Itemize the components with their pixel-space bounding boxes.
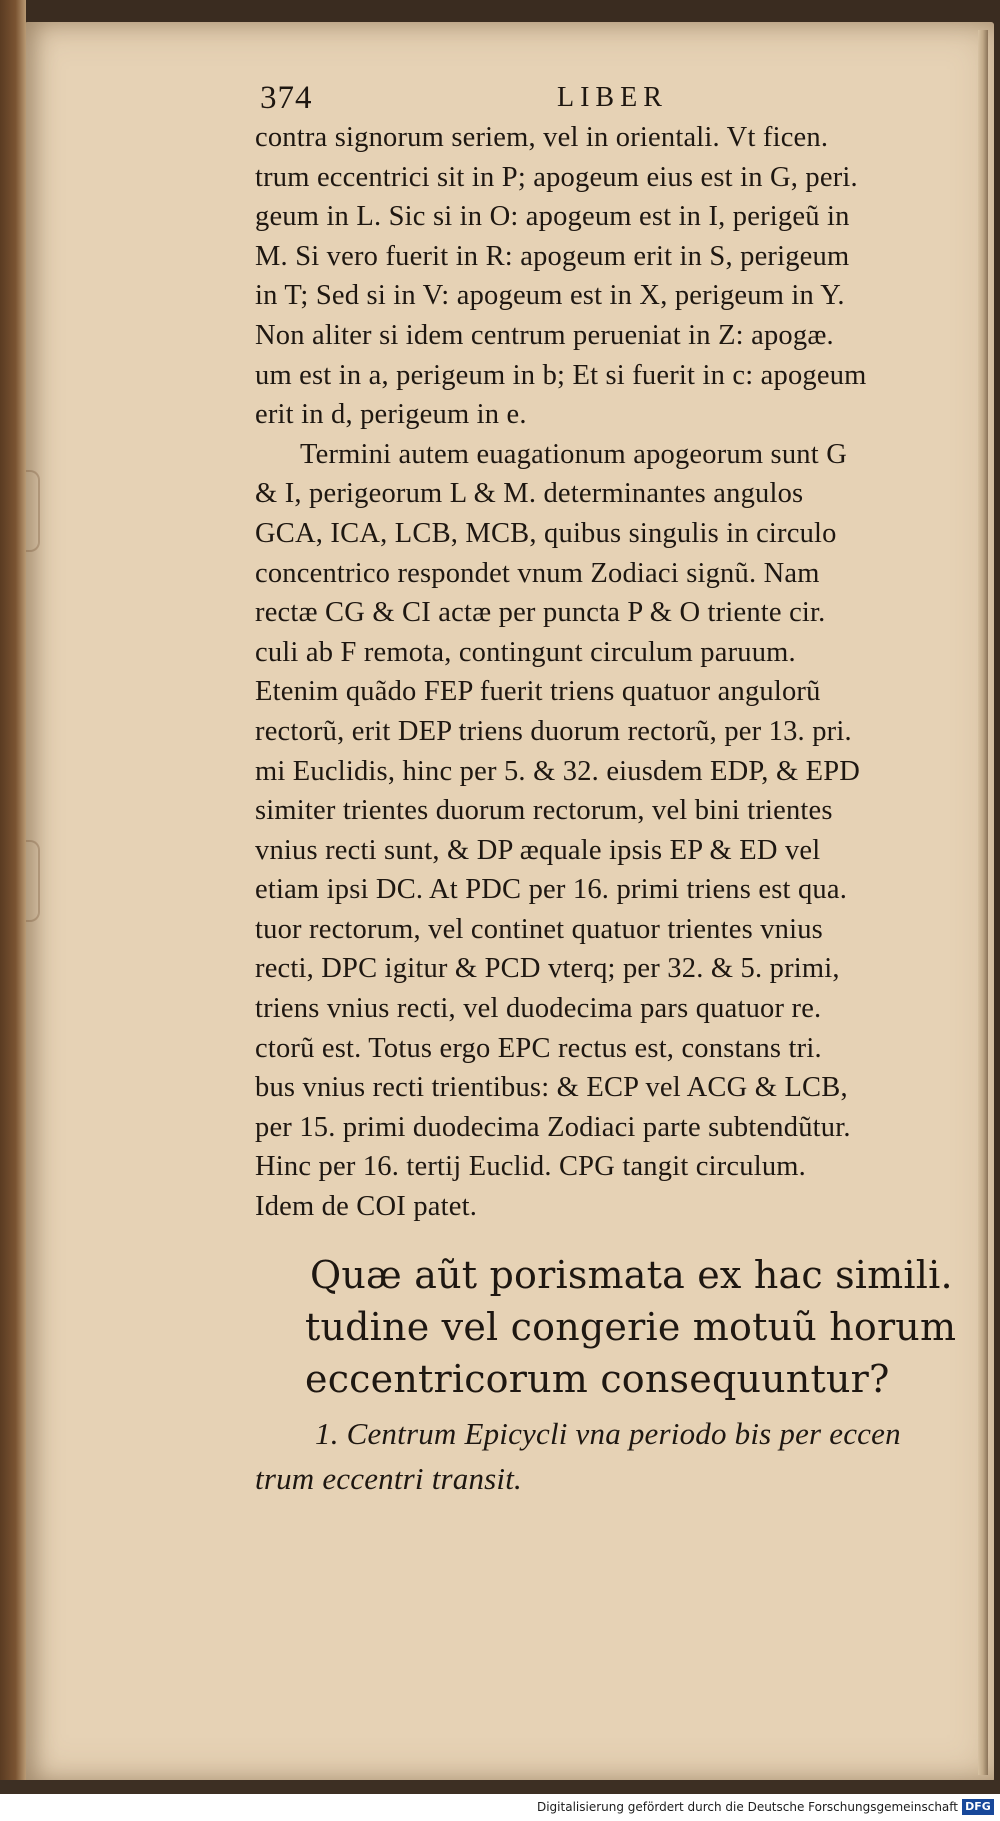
heading-line: eccentricorum consequuntur? — [305, 1356, 890, 1401]
text-line: triens vnius recti, vel duodecima pars quatuor re. — [255, 993, 822, 1025]
section-heading — [255, 1249, 990, 1405]
text-line: contra signorum seriem, vel in orientali. Vt ficen. — [255, 122, 829, 153]
page-text — [255, 72, 990, 1501]
text-line: per 15. primi duodecima Zodiaci parte subtendũtur. — [255, 1111, 851, 1143]
text-line: concentrico respondet vnum Zodiaci signũ. Nam — [255, 557, 820, 589]
running-head: LIBER — [557, 82, 668, 113]
text-line: simiter trientes duorum rectorum, vel bini trientes — [255, 795, 833, 827]
text-line: Idem de COI patet. — [255, 1191, 478, 1223]
text-line: Etenim quãdo FEP fuerit triens quatuor angulorũ — [255, 676, 821, 708]
text-line: geum in L. Sic si in O: apogeum est in I, perigeũ in — [255, 201, 850, 233]
page-notch — [26, 470, 40, 552]
text-line: & I, perigeorum L & M. determinantes angulos — [255, 478, 804, 510]
text-line: mi Euclidis, hinc per 5. & 32. eiusdem EDP, & EPD — [255, 755, 861, 787]
proposition — [255, 1411, 990, 1501]
text-line: M. Si vero fuerit in R: apogeum erit in S, perigeum — [255, 240, 850, 272]
page-header — [255, 72, 990, 118]
text-line: in T; Sed si in V: apogeum est in X, perigeum in Y. — [255, 280, 845, 312]
heading-line: Quæ aũt porismata ex hac simili. — [310, 1252, 953, 1297]
text-line: rectæ CG & CI actæ per puncta P & O triente cir. — [255, 597, 826, 629]
page-number: 374 — [260, 80, 313, 116]
text-line: rectorũ, erit DEP triens duorum rectorũ, per 13. pri. — [255, 715, 852, 747]
text-line: erit in d, perigeum in e. — [255, 399, 527, 431]
funding-credit: Digitalisierung gefördert durch die Deutsche Forschungsgemeinschaft — [536, 1800, 958, 1814]
text-line: etiam ipsi DC. At PDC per 16. primi triens est qua. — [255, 874, 848, 906]
scan-bottom-edge — [0, 1780, 1000, 1794]
paragraph — [255, 435, 990, 1227]
text-line: Termini autem euagationum apogeorum sunt G — [300, 438, 847, 470]
text-line: vnius recti sunt, & DP æquale ipsis EP & ED vel — [255, 834, 821, 866]
text-line: um est in a, perigeum in b; Et si fuerit in c: apogeum — [255, 359, 867, 391]
text-line: GCA, ICA, LCB, MCB, quibus singulis in circulo — [255, 517, 837, 549]
book-binding — [0, 0, 26, 1794]
proposition-line: 1. Centrum Epicycli vna periodo bis per eccen — [315, 1415, 901, 1451]
text-line: Non aliter si idem centrum perueniat in Z: apogæ. — [255, 319, 834, 351]
paragraph — [255, 118, 990, 435]
page-notch — [26, 840, 40, 922]
dfg-logo: DFG — [962, 1799, 994, 1815]
text-line: recti, DPC igitur & PCD vterq; per 32. & 5. primi, — [255, 953, 840, 985]
heading-line: tudine vel congerie motuũ horum — [305, 1304, 957, 1349]
proposition-line: trum eccentri transit. — [255, 1460, 523, 1496]
text-line: tuor rectorum, vel continet quatuor trientes vnius — [255, 913, 823, 945]
text-line: ctorũ est. Totus ergo EPC rectus est, constans tri. — [255, 1032, 822, 1064]
text-line: trum eccentrici sit in P; apogeum eius est in G, peri. — [255, 161, 858, 193]
text-line: Hinc per 16. tertij Euclid. CPG tangit circulum. — [255, 1151, 806, 1183]
text-line: culi ab F remota, contingunt circulum paruum. — [255, 636, 796, 668]
footer-bar — [0, 1794, 1000, 1821]
text-line: bus vnius recti trientibus: & ECP vel ACG & LCB, — [255, 1072, 848, 1104]
